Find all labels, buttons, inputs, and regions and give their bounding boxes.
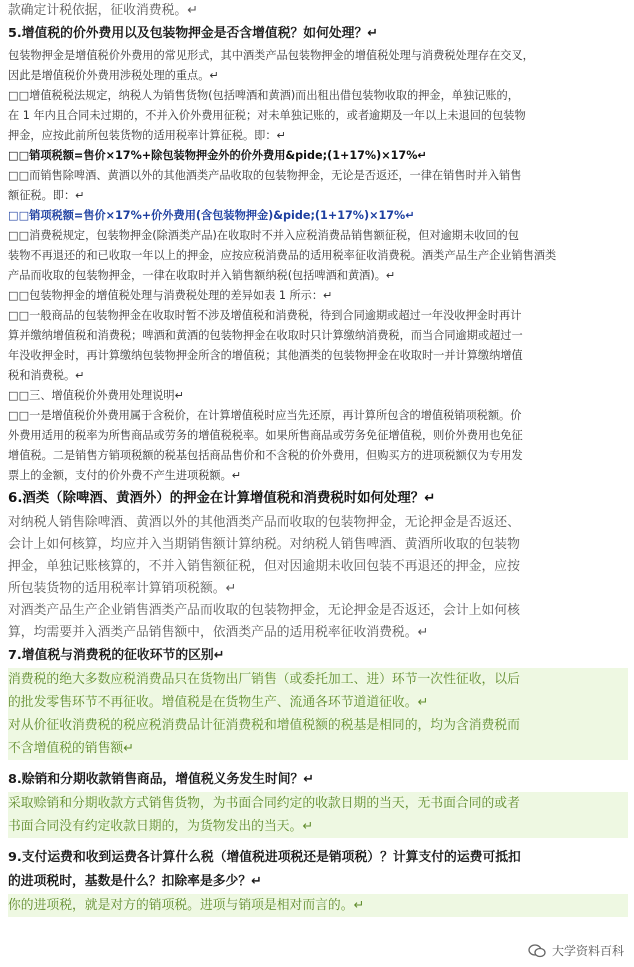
paragraph-line: 在 1 年内且合同未过期的，不并入价外费用征税；对未单独记账的，或者逾期及一年以上未退回的包装物 (8, 109, 526, 122)
paragraph-line: □□三、增值税价外费用处理说明↵ (8, 389, 184, 402)
spacer (8, 760, 628, 768)
paragraph-line: 年没收押金时，再计算缴纳包装物押金所含的增值税；其他酒类的包装物押金在收取时一并计算缴纳增值 (8, 349, 523, 362)
section-heading: 的进项税时，基数是什么？扣除率是多少？↵ (8, 874, 262, 889)
section-heading: 7.增值税与消费税的征收环节的区别↵ (8, 648, 225, 663)
paragraph-line: 对纳税人销售除啤酒、黄酒以外的其他酒类产品而收取的包装物押金，无论押金是否返还、 (8, 515, 520, 530)
paragraph-line: 装物不再退还的和已收取一年以上的押金，应按应税消费品的适用税率征收消费税。酒类产品生产企业销售酒类 (8, 249, 557, 262)
paragraph-line: □□包装物押金的增值税处理与消费税处理的差异如表 1 所示：↵ (8, 289, 333, 302)
paragraph-line: 会计上如何核算，均应并入当期销售额计算纳税。对纳税人销售啤酒、黄酒所收取的包装物 (8, 537, 520, 552)
paragraph-line: 税和消费税。↵ (8, 369, 85, 382)
paragraph-line: 的批发零售环节不再征收。增值税是在货物生产、流通各环节道道征收。↵ (8, 691, 628, 714)
paragraph-line: 产品而收取的包装物押金，一律在收取时并入销售额纳税(包括啤酒和黄酒)。↵ (8, 269, 396, 282)
paragraph-line: □□一般商品的包装物押金在收取时暂不涉及增值税和消费税，待到合同逾期或超过一年没收押金时再计 (8, 309, 522, 322)
watermark (528, 942, 624, 959)
paragraph-line: □□销项税额=售价×17%+价外费用(含包装物押金)&pide;(1+17%)×17%↵ (8, 209, 415, 222)
paragraph-line: 因此是增值税价外费用涉税处理的重点。↵ (8, 69, 219, 82)
paragraph-line: 票上的金额，支付的价外费不产生进项税额。↵ (8, 469, 242, 482)
paragraph-line: □□增值税税法规定，纳税人为销售货物(包括啤酒和黄酒)而出租出借包装物收取的押金，单独记账的， (8, 89, 519, 102)
paragraph-line: 算并缴纳增值税和消费税；啤酒和黄酒的包装物押金在收取时只计算缴纳消费税，而当合同逾期或超过一 (8, 329, 523, 342)
paragraph-line: 对从价征收消费税的税应税消费品计征消费税和增值税额的税基是相同的，均为含消费税而 (8, 714, 628, 737)
paragraph-line: 书面合同没有约定收款日期的，为货物发出的当天。↵ (8, 815, 628, 838)
paragraph-line: 所包装货物的适用税率计算销项税额。↵ (8, 581, 237, 596)
paragraph-line: □□而销售除啤酒、黄酒以外的其他酒类产品收取的包装物押金，无论是否返还，一律在销售时并入销售 (8, 169, 522, 182)
paragraph-line: 消费税的绝大多数应税消费品只在货物出厂销售（或委托加工、进）环节一次性征收，以后 (8, 668, 628, 691)
paragraph-line: 押金，应按此前所包装货物的适用税率计算征税。即：↵ (8, 129, 286, 142)
paragraph-line: □□消费税规定，包装物押金(除酒类产品)在收取时不并入应税消费品销售额征税，但对逾期未收回的包 (8, 229, 519, 242)
paragraph-line: 外费用适用的税率为所售商品或劳务的增值税税率。如果所售商品或劳务免征增值税，则价外费用也免征 (8, 429, 523, 442)
section-heading: 5.增值税的价外费用以及包装物押金是否含增值税？如何处理？↵ (8, 26, 379, 41)
paragraph-line: 款确定计税依据，征收消费税。↵ (8, 3, 198, 18)
paragraph-line: 对酒类产品生产企业销售酒类产品而收取的包装物押金，无论押金是否返还，会计上如何核 (8, 603, 520, 618)
paragraph-line: 押金，单独记账核算的，不并入销售额征税，但对因逾期未收回包装不再退还的押金，应按 (8, 559, 520, 574)
paragraph-line: 额征税。即：↵ (8, 189, 85, 202)
wechat-icon (528, 944, 546, 958)
paragraph-line: 增值税。二是销售方销项税额的税基包括商品售价和不含税的价外费用，但购买方的进项税额仅为专用发 (8, 449, 523, 462)
section-heading: 8.赊销和分期收款销售商品，增值税义务发生时间？↵ (8, 772, 315, 787)
watermark-text: 大学资料百科 (551, 944, 624, 958)
document-page (8, 0, 628, 917)
paragraph-line: 6.酒类（除啤酒、黄酒外）的押金在计算增值税和消费税时如何处理？↵ (8, 491, 436, 506)
spacer (8, 838, 628, 846)
paragraph-line: 算，均需要并入酒类产品销售额中，依酒类产品的适用税率征收消费税。↵ (8, 625, 429, 640)
paragraph-line: 不含增值税的销售额↵ (8, 737, 628, 760)
paragraph-line: 你的进项税，就是对方的销项税。进项与销项是相对而言的。↵ (8, 894, 628, 917)
paragraph-line: 采取赊销和分期收款方式销售货物，为书面合同约定的收款日期的当天，无书面合同的或者 (8, 792, 628, 815)
paragraph-line: □□销项税额=售价×17%+除包装物押金外的价外费用&pide;(1+17%)×17%↵ (8, 149, 427, 162)
section-heading: 9.支付运费和收到运费各计算什么税（增值税进项税还是销项税）？计算支付的运费可抵扣 (8, 850, 521, 865)
paragraph-line: □□一是增值税价外费用属于含税价，在计算增值税时应当先还原，再计算所包含的增值税销项税额。价 (8, 409, 522, 422)
paragraph-line: 包装物押金是增值税价外费用的常见形式，其中酒类产品包装物押金的增值税处理与消费税处理存在交叉， (8, 49, 534, 62)
